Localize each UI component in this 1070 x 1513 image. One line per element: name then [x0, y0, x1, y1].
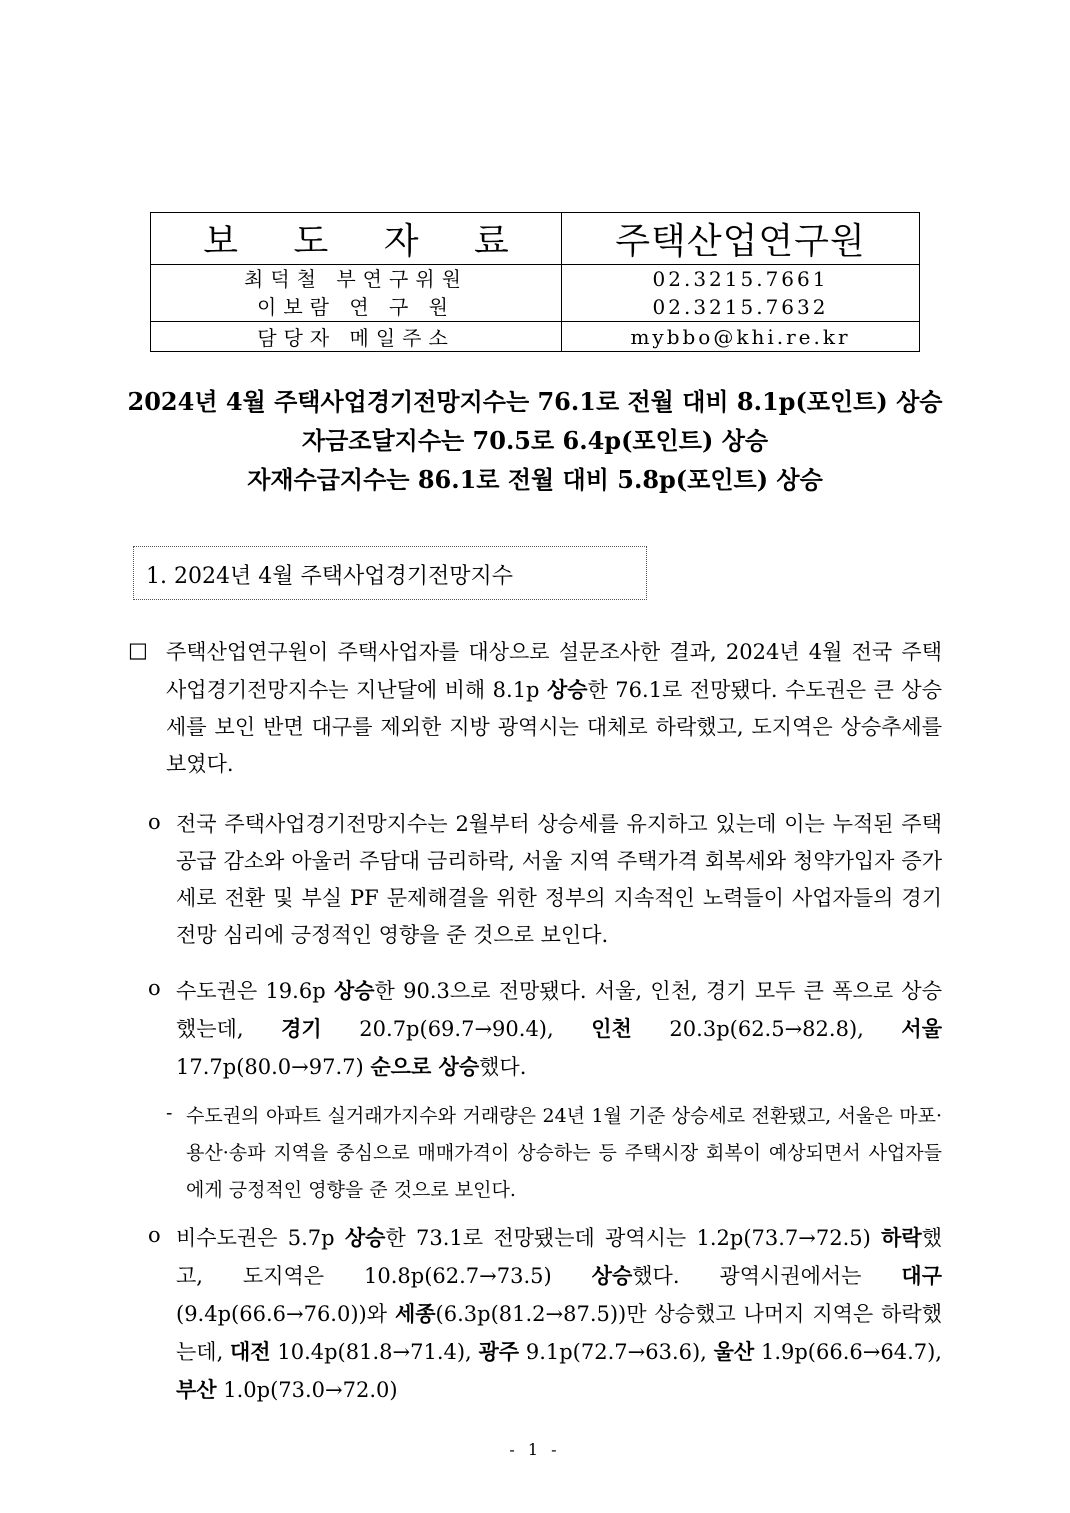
- text-run-bold: 상승: [333, 978, 375, 1003]
- press-release-header: [150, 212, 920, 352]
- headlines: [0, 382, 1070, 499]
- contact-phones: [562, 265, 920, 322]
- doc-title: 보 도 자 료: [151, 213, 562, 265]
- text-run: 비수도권은 5.7p: [176, 1226, 345, 1250]
- text-run: 20.7p(69.7→90.4),: [321, 1017, 592, 1041]
- section-box: [133, 546, 647, 600]
- text-run: 한 73.1로 전망됐는데 광역시는 1.2p(73.7→72.5): [385, 1226, 882, 1250]
- text-run-bold: 서울: [901, 1016, 942, 1041]
- text-run-bold: 상승: [591, 1263, 633, 1288]
- text-run-bold: 순으로 상승: [370, 1054, 480, 1079]
- sub-paragraph: 수도권의 아파트 실거래가지수와 거래량은 24년 1월 기준 상승세로 전환됐고, 서울은 마포·용산·송파 지역을 중심으로 매매가격이 상승하는 등 주택시장 회복이 예상되면서 사업자들에게 긍정적인 영향을 준 것으로 보인다.: [186, 1105, 942, 1201]
- text-run: 수도권은 19.6p: [176, 979, 334, 1003]
- text-run: 10.4p(81.8→71.4),: [270, 1340, 479, 1364]
- headline: 2024년 4월 주택사업경기전망지수는 76.1로 전월 대비 8.1p(포인트) 상승: [127, 387, 943, 416]
- text-run: 1.9p(66.6→64.7),: [754, 1340, 942, 1364]
- contact-phone: 02.3215.7632: [652, 295, 829, 319]
- page-number: - 1 -: [509, 1440, 561, 1459]
- text-run: 17.7p(80.0→97.7): [176, 1055, 371, 1079]
- email-label: 담당자 메일주소: [151, 322, 562, 352]
- contact-phone: 02.3215.7661: [652, 267, 829, 291]
- summary-paragraph: [166, 634, 942, 783]
- text-run-bold: 대전: [230, 1339, 271, 1364]
- section-title: 1. 2024년 4월 주택사업경기전망지수: [146, 564, 513, 589]
- text-run-bold: 인천: [591, 1016, 632, 1041]
- text-run: 주택산업연구원이 주택사업자를 대상으로 설문조사한 결과, 2024년 4월 전국 주택사업경기전망지수는 지난달에 비해 8.1p: [166, 640, 942, 702]
- text-run-bold: 울산: [713, 1339, 755, 1364]
- circle-bullet-icon: o: [148, 1223, 161, 1247]
- text-run: 1.0p(73.0→72.0): [216, 1378, 398, 1402]
- circle-bullet-icon: o: [148, 810, 161, 834]
- headline: 자재수급지수는 86.1로 전월 대비 5.8p(포인트) 상승: [247, 465, 823, 494]
- text-run: 했고, 도지역은 10.8p(62.7→73.5): [176, 1226, 942, 1288]
- text-run-bold: 상승: [546, 677, 588, 702]
- text-run: 했다. 광역시권에서는: [632, 1264, 902, 1288]
- text-run: 한 90.3으로 전망됐다. 서울, 인천, 경기 모두 큰 폭으로 상승했는데,: [176, 979, 942, 1041]
- dash-bullet-icon: -: [166, 1102, 173, 1124]
- text-run-bold: 부산: [176, 1377, 217, 1402]
- text-run-bold: 광주: [478, 1339, 520, 1364]
- text-run: 9.1p(72.7→63.6),: [519, 1340, 714, 1364]
- contact-name: 이보람 연 구 원: [257, 295, 455, 319]
- text-run: 했다.: [479, 1055, 527, 1079]
- contact-name: 최덕철 부연구위원: [244, 267, 468, 291]
- text-run-bold: 하락: [881, 1225, 922, 1250]
- circle-bullet-icon: o: [148, 976, 161, 1000]
- text-run: (6.3p(81.2→87.5))만 상승했고 나머지 지역은 하락했는데,: [176, 1302, 942, 1364]
- text-run-bold: 상승: [344, 1225, 386, 1250]
- text-run-bold: 세종: [394, 1301, 436, 1326]
- headline: 자금조달지수는 70.5로 6.4p(포인트) 상승: [301, 426, 769, 455]
- organization-name: 주택산업연구원: [562, 213, 920, 265]
- text-run: 20.3p(62.5→82.8),: [631, 1017, 902, 1041]
- bullet-paragraph: [176, 1219, 942, 1409]
- text-run: (9.4p(66.6→76.0))와: [176, 1302, 395, 1326]
- text-run: 한 76.1로 전망됐다. 수도권은 큰 상승세를 보인 반면 대구를 제외한 지방 광역시는 대체로 하락했고, 도지역은 상승추세를 보였다.: [166, 678, 942, 776]
- square-bullet-icon: □: [128, 638, 148, 662]
- text-run-bold: 경기: [281, 1016, 322, 1041]
- bullet-paragraph: [176, 972, 942, 1086]
- bullet-paragraph: 전국 주택사업경기전망지수는 2월부터 상승세를 유지하고 있는데 이는 누적된 주택공급 감소와 아울러 주담대 금리하락, 서울 지역 주택가격 회복세와 청약가입자 증가세로 전환 및 부실 PF 문제해결을 위한 정부의 지속적인 노력들이 사업자들의 경기 전망 심리에 긍정적인 영향을 준 것으로 보인다.: [176, 812, 942, 947]
- contact-names: [151, 265, 562, 322]
- email-address[interactable]: mybbo@khi.re.kr: [562, 322, 920, 352]
- text-run-bold: 대구: [901, 1263, 942, 1288]
